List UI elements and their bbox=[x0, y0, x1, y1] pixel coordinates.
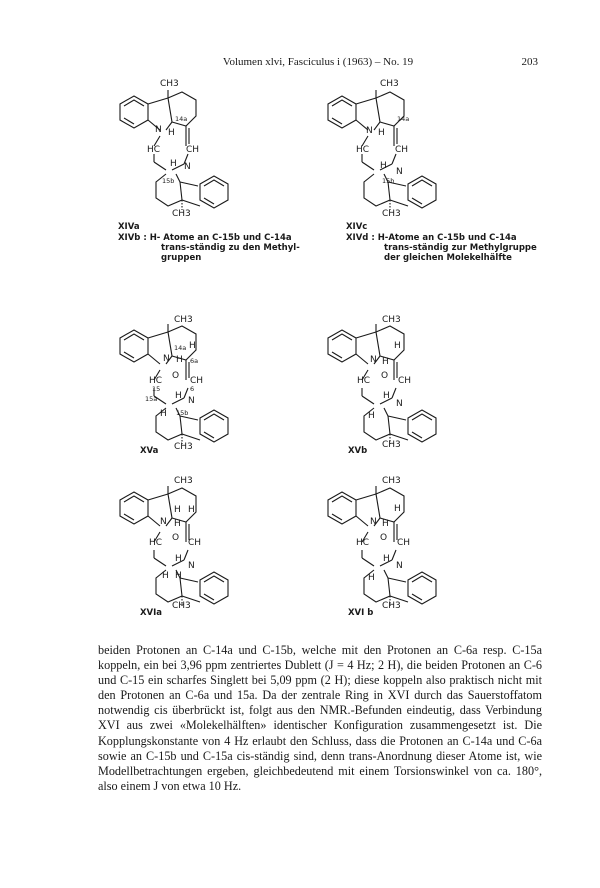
bond bbox=[392, 388, 396, 398]
atom-label: H bbox=[170, 159, 177, 169]
atom-label: N bbox=[155, 125, 162, 135]
atom-label: H bbox=[176, 355, 183, 365]
bond bbox=[392, 550, 396, 560]
bond bbox=[166, 518, 172, 526]
atom-label: CH3 bbox=[382, 209, 401, 219]
atom-label: CH3 bbox=[160, 79, 179, 89]
bond bbox=[168, 494, 172, 518]
atom-label: O bbox=[172, 371, 180, 381]
bond bbox=[154, 162, 166, 170]
bond bbox=[148, 354, 160, 364]
atom-label: H bbox=[382, 519, 389, 529]
atom-label: CH bbox=[398, 376, 412, 386]
atom-label: 15b bbox=[382, 177, 395, 185]
bond bbox=[384, 570, 388, 578]
bond bbox=[362, 162, 374, 170]
benzene-ring-top bbox=[120, 492, 148, 524]
caption-line: trans-ständig zu den Methyl- bbox=[161, 243, 300, 253]
bond bbox=[148, 98, 168, 104]
caption-xivd bbox=[346, 233, 546, 263]
bond bbox=[168, 332, 172, 356]
atom-label: N bbox=[188, 396, 195, 406]
aromatic-bond bbox=[412, 414, 432, 420]
atom-label: HC bbox=[356, 145, 370, 155]
compound-name-xvb: XVb bbox=[348, 446, 368, 456]
aromatic-bond bbox=[124, 496, 144, 502]
atom-label: 6 bbox=[190, 385, 195, 393]
atom-label: CH bbox=[395, 145, 409, 155]
caption-line: trans-ständig zur Methylgruppe bbox=[384, 243, 537, 253]
benzene-ring-top bbox=[328, 96, 356, 128]
aromatic-bond bbox=[332, 496, 352, 502]
atom-label: H bbox=[189, 341, 196, 351]
bond bbox=[148, 516, 160, 526]
atom-label: H bbox=[174, 505, 181, 515]
compound-name-xva: XVa bbox=[140, 446, 159, 456]
bond bbox=[392, 154, 396, 164]
bond bbox=[376, 332, 380, 356]
aromatic-bond bbox=[332, 100, 352, 106]
atom-label: N bbox=[188, 561, 195, 571]
atom-label: CH3 bbox=[172, 601, 191, 611]
benzene-ring-top bbox=[120, 330, 148, 362]
atom-label: N bbox=[396, 561, 403, 571]
caption-line: XIVb : H- Atome an C-15b und C-14a bbox=[118, 233, 292, 243]
atom-label: CH3 bbox=[380, 79, 399, 89]
caption-xivb bbox=[118, 233, 328, 263]
atom-label: H bbox=[380, 161, 387, 171]
compound-name-xivc: XIVc bbox=[346, 222, 368, 232]
running-header bbox=[98, 56, 538, 72]
atom-label: H bbox=[368, 573, 375, 583]
atom-label: N bbox=[163, 354, 170, 364]
caption-line: der gleichen Molekelhälfte bbox=[384, 253, 512, 263]
atom-label: CH3 bbox=[382, 440, 401, 450]
bond bbox=[390, 200, 408, 206]
atom-label: H bbox=[368, 411, 375, 421]
atom-label: O bbox=[380, 533, 388, 543]
atom-label: H bbox=[383, 391, 390, 401]
bond bbox=[180, 578, 198, 582]
atom-label: 14a bbox=[174, 344, 187, 352]
aromatic-bond bbox=[332, 334, 352, 340]
atom-label: H bbox=[394, 341, 401, 351]
atom-label: H bbox=[188, 505, 195, 515]
atom-label: 6a bbox=[190, 357, 199, 365]
bond bbox=[356, 494, 376, 500]
atom-label: N bbox=[396, 167, 403, 177]
atom-label: H bbox=[175, 571, 182, 581]
atom-label: 15a bbox=[145, 395, 158, 403]
bond bbox=[388, 416, 406, 420]
atom-label: HC bbox=[356, 538, 370, 548]
benzene-ring-top bbox=[328, 492, 356, 524]
aromatic-bond bbox=[204, 180, 224, 186]
bond bbox=[180, 182, 198, 186]
bond bbox=[362, 396, 374, 404]
atom-label: CH3 bbox=[382, 601, 401, 611]
atom-label: CH3 bbox=[174, 442, 193, 452]
benzene-ring-bottom bbox=[200, 410, 228, 442]
bond bbox=[356, 354, 368, 364]
atom-label: CH3 bbox=[172, 209, 191, 219]
compound-name-xvib: XVI b bbox=[348, 608, 374, 618]
body-paragraph bbox=[98, 643, 542, 794]
aromatic-bond bbox=[204, 576, 224, 582]
atom-label: 15b bbox=[162, 177, 175, 185]
paragraph: beiden Protonen an C-14a und C-15b, welche mit den Protonen an C-6a resp. C-15a koppeln, ein bei 3,96 ppm zentriertes Dublett (J = 4 Hz; 2 H), die beiden Protonen an C-6 und C-15 ein scharfes Singlett bei 5,09 ppm (2 H); diese koppeln also praktisch nicht mit den Protonen an C-6a und 15a. Da der zentrale Ring in XVI durch das Sauerstoffatom notwendig cis überbrückt ist, folgt aus den NMR.-Befunden eindeutig, dass Verbindung XVI aus zwei «Molekelhälften» identischer Konfiguration zusammengesetzt ist. Die Kopplungskonstante von 4 Hz erlaubt den Schluss, dass die Protonen an C-14a und C-6a sowie an C-15b und C-15a cis-ständig sind, denn trans-Anordnung dieser Atome ist, wie Modellbetrachtungen ergeben, gleichbedeutend mit einem Torsionswinkel von ca. 180°, also einem J von etwa 10 Hz. bbox=[98, 643, 542, 793]
atom-label: CH3 bbox=[174, 315, 193, 325]
bond bbox=[148, 332, 168, 338]
atom-label: CH bbox=[397, 538, 411, 548]
benzene-ring-bottom bbox=[200, 572, 228, 604]
atom-label: 14a bbox=[175, 115, 188, 123]
atom-label: HC bbox=[147, 145, 161, 155]
atom-label: CH3 bbox=[174, 476, 193, 486]
bond bbox=[376, 494, 380, 518]
atom-label: H bbox=[160, 409, 167, 419]
atom-label: 14a bbox=[397, 115, 410, 123]
atom-label: HC bbox=[149, 538, 163, 548]
atom-label: H bbox=[175, 554, 182, 564]
atom-label: H bbox=[383, 554, 390, 564]
atom-label: N bbox=[184, 162, 191, 172]
atom-label: 15 bbox=[152, 385, 161, 393]
caption-line: gruppen bbox=[161, 253, 202, 263]
atom-label: CH3 bbox=[382, 476, 401, 486]
atom-label: N bbox=[366, 126, 373, 136]
atom-label: H bbox=[168, 128, 175, 138]
bond bbox=[388, 578, 406, 582]
benzene-ring-bottom bbox=[408, 176, 436, 208]
bond bbox=[148, 494, 168, 500]
atom-label: H bbox=[394, 504, 401, 514]
atom-label: N bbox=[160, 517, 167, 527]
bond bbox=[182, 200, 200, 206]
atom-label: H bbox=[175, 391, 182, 401]
benzene-ring-top bbox=[120, 96, 148, 128]
aromatic-bond bbox=[204, 414, 224, 420]
atom-label: O bbox=[381, 371, 389, 381]
bond bbox=[376, 98, 380, 122]
atom-label: N bbox=[370, 517, 377, 527]
atom-label: HC bbox=[149, 376, 163, 386]
benzene-ring-bottom bbox=[408, 410, 436, 442]
atom-label: H bbox=[174, 519, 181, 529]
bond bbox=[384, 408, 388, 416]
bond bbox=[362, 558, 374, 566]
atom-label: CH3 bbox=[382, 315, 401, 325]
atom-label: CH bbox=[190, 376, 204, 386]
running-title: Volumen xlvi, Fasciculus i (1963) – No. 19 bbox=[222, 56, 414, 68]
benzene-ring-bottom bbox=[200, 176, 228, 208]
atom-label: 15b bbox=[176, 409, 189, 417]
atom-label: CH bbox=[188, 538, 202, 548]
atom-label: H bbox=[162, 571, 169, 581]
bond bbox=[356, 516, 368, 526]
atom-label: HC bbox=[357, 376, 371, 386]
bond bbox=[168, 98, 172, 122]
bond bbox=[356, 332, 376, 338]
bond bbox=[356, 98, 376, 104]
atom-label: H bbox=[382, 357, 389, 367]
atom-label: N bbox=[370, 355, 377, 365]
benzene-ring-top bbox=[328, 330, 356, 362]
bond bbox=[182, 434, 200, 440]
page-number: 203 bbox=[521, 56, 538, 68]
aromatic-bond bbox=[412, 576, 432, 582]
aromatic-bond bbox=[124, 334, 144, 340]
bond bbox=[154, 558, 166, 566]
bond bbox=[184, 550, 188, 560]
atom-label: N bbox=[396, 399, 403, 409]
caption-line: XIVd : H-Atome an C-15b und C-14a bbox=[346, 233, 517, 243]
compound-name-xvia: XVIa bbox=[140, 608, 163, 618]
aromatic-bond bbox=[412, 180, 432, 186]
bond bbox=[176, 174, 180, 182]
compound-name-xiva: XIVa bbox=[118, 222, 140, 232]
atom-label: CH bbox=[186, 145, 200, 155]
atom-label: H bbox=[378, 128, 385, 138]
aromatic-bond bbox=[124, 100, 144, 106]
atom-label: O bbox=[172, 533, 180, 543]
benzene-ring-bottom bbox=[408, 572, 436, 604]
